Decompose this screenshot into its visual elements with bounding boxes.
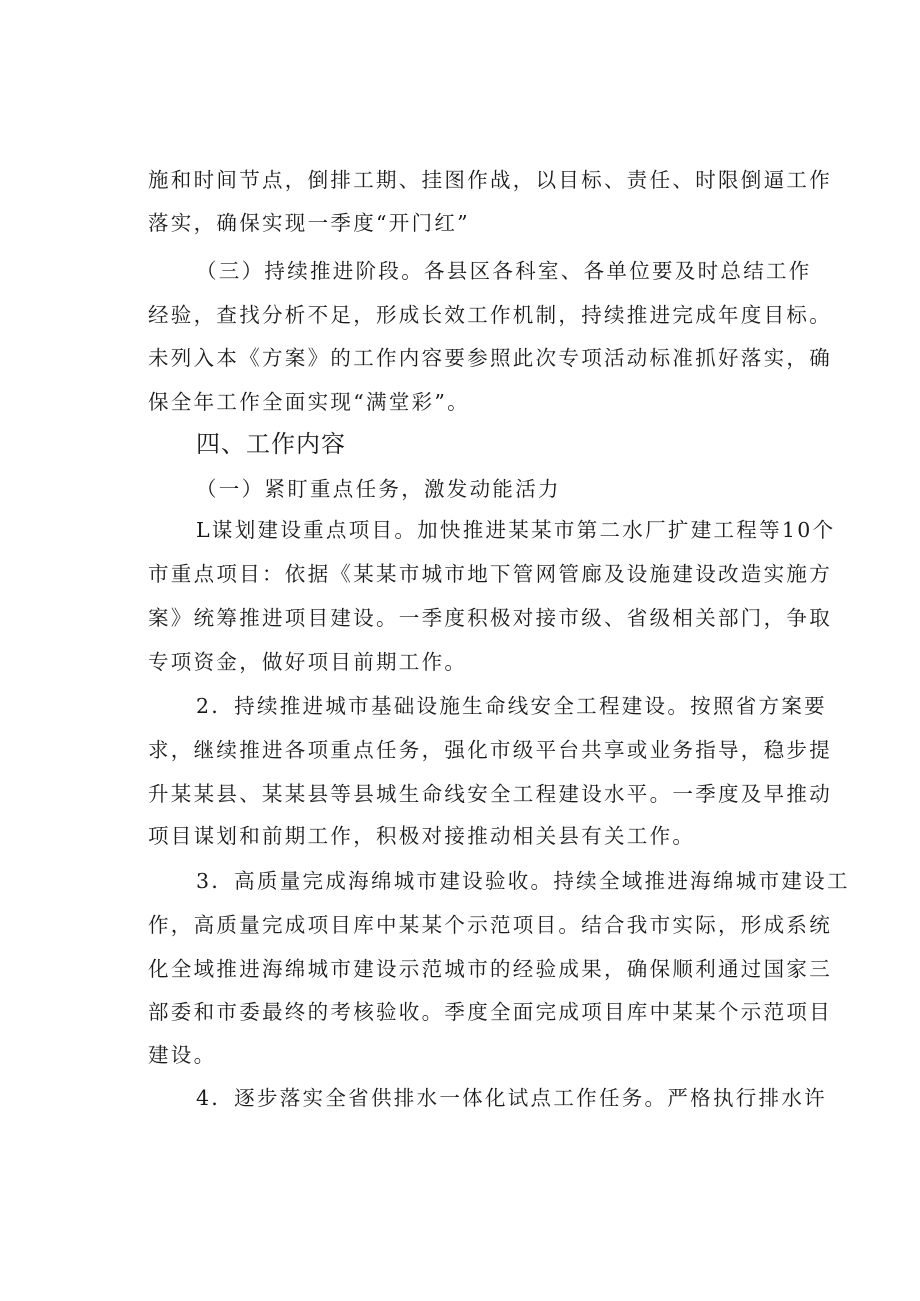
paragraph-line: 专项资金，做好项目前期工作。	[148, 650, 468, 674]
paragraph-line: 落实，确保实现一季度“开门红”	[148, 211, 470, 235]
paragraph-line: 作，高质量完成项目库中某某个示范项目。结合我市实际，形成系统	[148, 913, 832, 937]
paragraph-line: 施和时间节点，倒排工期、挂图作战，以目标、责任、时限倒逼工作	[148, 168, 832, 192]
paragraph-line: 求，继续推进各项重点任务，强化市级平台共享或业务指导，稳步提	[148, 738, 832, 762]
paragraph-line: 建设。	[148, 1043, 217, 1067]
paragraph-line: L谋划建设重点项目。加快推进某某市第二水厂扩建工程等10个	[196, 518, 836, 542]
paragraph-line: 升某某县、某某县等县城生命线安全工程建设水平。一季度及早推动	[148, 782, 832, 806]
paragraph-line: 未列入本《方案》的工作内容要参照此次专项活动标准抓好落实，确	[148, 346, 832, 370]
paragraph-line: 市重点项目：依据《某某市城市地下管网管廊及设施建设改造实施方	[148, 562, 832, 586]
paragraph-line: 部委和市委最终的考核验收。季度全面完成项目库中某某个示范项目	[148, 1000, 832, 1024]
paragraph-line: 经验，查找分析不足，形成长效工作机制，持续推进完成年度目标。	[148, 303, 832, 327]
subsection-heading: （一）紧盯重点任务，激发动能活力	[196, 477, 561, 501]
paragraph-line: 化全域推进海绵城市建设示范城市的经验成果，确保顺利通过国家三	[148, 957, 832, 981]
paragraph-line: 2．持续推进城市基础设施生命线安全工程建设。按照省方案要	[196, 694, 827, 718]
section-heading: 四、工作内容	[196, 430, 346, 458]
paragraph-line: 项目谋划和前期工作，积极对接推动相关县有关工作。	[148, 824, 696, 848]
paragraph-line: 保全年工作全面实现“满堂彩”。	[148, 390, 470, 414]
paragraph-line: （三）持续推进阶段。各县区各科室、各单位要及时总结工作	[196, 259, 812, 283]
paragraph-line: 3．高质量完成海绵城市建设验收。持续全域推进海绵城市建设工	[196, 869, 850, 893]
paragraph-line: 案》统筹推进项目建设。一季度积极对接市级、省级相关部门，争取	[148, 606, 832, 630]
paragraph-line: 4．逐步落实全省供排水一体化试点工作任务。严格执行排水许	[196, 1086, 827, 1110]
